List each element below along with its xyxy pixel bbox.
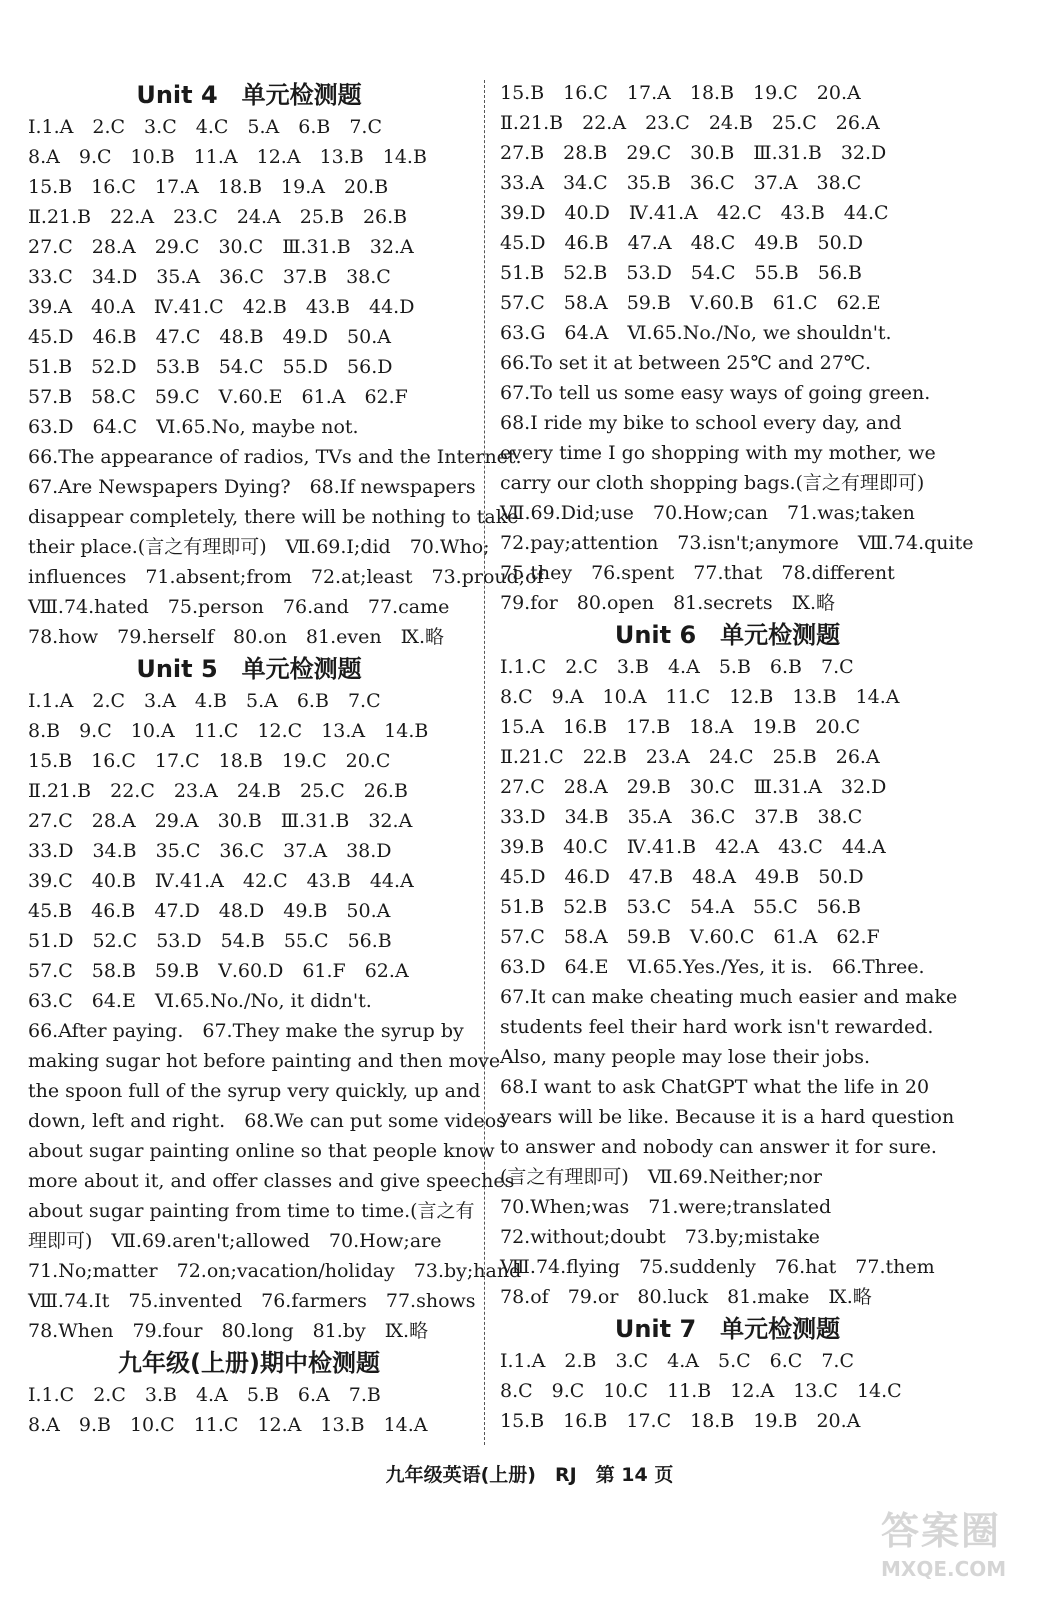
answer-line: more about it, and offer classes and give speeches: [28, 1170, 515, 1192]
answer-line: 66.The appearance of radios, TVs and the Internet.: [28, 446, 522, 468]
answer-line: 33.C 34.D 35.A 36.C 37.B 38.C: [28, 266, 391, 288]
answer-line: 15.B 16.C 17.A 18.B 19.A 20.B: [28, 176, 389, 198]
answer-line: to answer and nobody can answer it for sure.: [500, 1136, 937, 1158]
answer-line: Ⅱ.21.B 22.A 23.C 24.B 25.C 26.A: [500, 112, 880, 134]
answer-line: 33.D 34.B 35.A 36.C 37.B 38.C: [500, 806, 863, 828]
answer-line: 45.B 46.B 47.D 48.D 49.B 50.A: [28, 900, 391, 922]
answer-line: 15.B 16.B 17.C 18.B 19.B 20.A: [500, 1410, 861, 1432]
answer-line: 78.of 79.or 80.luck 81.make Ⅸ.略: [500, 1286, 872, 1308]
answer-line: influences 71.absent;from 72.at;least 73.proud;of: [28, 566, 544, 588]
section-title: Unit 7 单元检测题: [614, 1315, 841, 1343]
answer-line: carry our cloth shopping bags.(言之有理即可): [500, 472, 925, 494]
answer-line: 63.G 64.A Ⅵ.65.No./No, we shouldn't.: [500, 322, 892, 344]
answer-line: 70.When;was 71.were;translated: [500, 1196, 832, 1218]
answer-line: down, left and right. 68.We can put some videos: [28, 1110, 506, 1132]
answer-line: 72.pay;attention 73.isn't;anymore Ⅷ.74.quite: [500, 532, 974, 554]
answer-line: 68.I want to ask ChatGPT what the life in 20: [500, 1076, 930, 1098]
answer-line: Ⅷ.74.flying 75.suddenly 76.hat 77.them: [500, 1256, 935, 1278]
answer-line: 8.C 9.A 10.A 11.C 12.B 13.B 14.A: [500, 686, 900, 708]
answer-line: 51.B 52.D 53.B 54.C 55.D 56.D: [28, 356, 393, 378]
answer-line: students feel their hard work isn't rewarded.: [500, 1016, 934, 1038]
answer-line: 理即可) Ⅶ.69.aren't;allowed 70.How;are: [28, 1230, 442, 1252]
column-divider: [484, 80, 485, 1445]
answer-line: Ⅷ.74.hated 75.person 76.and 77.came: [28, 596, 450, 618]
left-column: [28, 78, 544, 1440]
watermark-text: 答案圈: [881, 1509, 1002, 1553]
answer-line: 51.D 52.C 53.D 54.B 55.C 56.B: [28, 930, 392, 952]
answer-line: 75.they 76.spent 77.that 78.different: [500, 562, 895, 584]
answer-line: their place.(言之有理即可) Ⅶ.69.I;did 70.Who;: [28, 536, 490, 558]
answer-line: about sugar painting online so that people know: [28, 1140, 495, 1162]
answer-line: Ⅰ.1.C 2.C 3.B 4.A 5.B 6.A 7.B: [28, 1384, 381, 1406]
answer-line: 8.C 9.C 10.C 11.B 12.A 13.C 14.C: [500, 1380, 902, 1402]
answer-line: 27.C 28.A 29.A 30.B Ⅲ.31.B 32.A: [28, 810, 413, 832]
answer-line: (言之有理即可) Ⅶ.69.Neither;nor: [500, 1166, 822, 1188]
answer-line: Ⅰ.1.A 2.C 3.C 4.C 5.A 6.B 7.C: [28, 116, 382, 138]
answer-line: 39.B 40.C Ⅳ.41.B 42.A 43.C 44.A: [500, 836, 886, 858]
answer-line: 33.D 34.B 35.C 36.C 37.A 38.D: [28, 840, 392, 862]
answer-line: 57.C 58.A 59.B Ⅴ.60.B 61.C 62.E: [500, 292, 881, 314]
answer-line: 39.A 40.A Ⅳ.41.C 42.B 43.B 44.D: [28, 296, 415, 318]
answer-line: 63.D 64.E Ⅵ.65.Yes./Yes, it is. 66.Three.: [500, 956, 925, 978]
answer-line: Ⅰ.1.C 2.C 3.B 4.A 5.B 6.B 7.C: [500, 656, 854, 678]
answer-line: 51.B 52.B 53.D 54.C 55.B 56.B: [500, 262, 862, 284]
answer-line: 27.C 28.A 29.B 30.C Ⅲ.31.A 32.D: [500, 776, 887, 798]
answer-line: 57.B 58.C 59.C Ⅴ.60.E 61.A 62.F: [28, 386, 408, 408]
answer-line: Ⅷ.74.It 75.invented 76.farmers 77.shows: [28, 1290, 476, 1312]
answer-line: disappear completely, there will be nothing to take: [28, 506, 519, 528]
answer-line: 71.No;matter 72.on;vacation/holiday 73.by;hand: [28, 1260, 522, 1282]
answer-line: 27.B 28.B 29.C 30.B Ⅲ.31.B 32.D: [500, 142, 887, 164]
answer-line: 57.C 58.B 59.B Ⅴ.60.D 61.F 62.A: [28, 960, 409, 982]
answer-line: Ⅱ.21.B 22.C 23.A 24.B 25.C 26.B: [28, 780, 408, 802]
answer-line: 67.To tell us some easy ways of going green.: [500, 382, 931, 404]
answer-line: 45.D 46.B 47.A 48.C 49.B 50.D: [500, 232, 863, 254]
answer-line: Ⅱ.21.B 22.A 23.C 24.A 25.B 26.B: [28, 206, 408, 228]
answer-line: 8.B 9.C 10.A 11.C 12.C 13.A 14.B: [28, 720, 429, 742]
answer-line: 8.A 9.B 10.C 11.C 12.A 13.B 14.A: [28, 1414, 428, 1436]
answer-line: Ⅰ.1.A 2.C 3.A 4.B 5.A 6.B 7.C: [28, 690, 381, 712]
answer-line: 15.A 16.B 17.B 18.A 19.B 20.C: [500, 716, 861, 738]
answer-line: 8.A 9.C 10.B 11.A 12.A 13.B 14.B: [28, 146, 427, 168]
answer-line: the spoon full of the syrup very quickly, up and: [28, 1080, 481, 1102]
section-title: 九年级(上册)期中检测题: [118, 1349, 380, 1377]
answer-line: making sugar hot before painting and then move: [28, 1050, 501, 1072]
answer-line: 67.Are Newspapers Dying? 68.If newspapers: [28, 476, 476, 498]
answer-line: 67.It can make cheating much easier and make: [500, 986, 958, 1008]
answer-line: every time I go shopping with my mother, we: [500, 442, 936, 464]
answer-line: 39.C 40.B Ⅳ.41.A 42.C 43.B 44.A: [28, 870, 414, 892]
right-column: [500, 78, 974, 1436]
answer-line: 66.To set it at between 25℃ and 27℃.: [500, 352, 872, 374]
watermark-url: MXQE.COM: [881, 1557, 1007, 1581]
answer-line: Ⅱ.21.C 22.B 23.A 24.C 25.B 26.A: [500, 746, 880, 768]
answer-line: 63.C 64.E Ⅵ.65.No./No, it didn't.: [28, 990, 372, 1012]
answer-line: years will be like. Because it is a hard question: [500, 1106, 955, 1128]
answer-line: 45.D 46.B 47.C 48.B 49.D 50.A: [28, 326, 391, 348]
page-footer: 九年级英语(上册) RJ 第 14 页: [385, 1464, 674, 1486]
answer-line: Ⅰ.1.A 2.B 3.C 4.A 5.C 6.C 7.C: [500, 1350, 854, 1372]
answer-line: 15.B 16.C 17.A 18.B 19.C 20.A: [500, 82, 861, 104]
answer-line: 66.After paying. 67.They make the syrup by: [28, 1020, 464, 1042]
answer-line: 68.I ride my bike to school every day, and: [500, 412, 902, 434]
answer-line: 78.When 79.four 80.long 81.by Ⅸ.略: [28, 1320, 429, 1342]
answer-line: 51.B 52.B 53.C 54.A 55.C 56.B: [500, 896, 861, 918]
answer-line: 79.for 80.open 81.secrets Ⅸ.略: [500, 592, 836, 614]
answer-line: 27.C 28.A 29.C 30.C Ⅲ.31.B 32.A: [28, 236, 414, 258]
watermark-logo: [881, 1500, 1031, 1580]
answer-line: about sugar painting from time to time.(言之有: [28, 1200, 475, 1222]
answer-line: 39.D 40.D Ⅳ.41.A 42.C 43.B 44.C: [500, 202, 889, 224]
answer-line: 63.D 64.C Ⅵ.65.No, maybe not.: [28, 416, 359, 438]
answer-line: Ⅶ.69.Did;use 70.How;can 71.was;taken: [500, 502, 915, 524]
section-title: Unit 6 单元检测题: [614, 621, 841, 649]
answer-line: 72.without;doubt 73.by;mistake: [500, 1226, 820, 1248]
answer-line: 33.A 34.C 35.B 36.C 37.A 38.C: [500, 172, 862, 194]
section-title: Unit 4 单元检测题: [136, 81, 362, 109]
answer-line: 78.how 79.herself 80.on 81.even Ⅸ.略: [28, 626, 444, 648]
section-title: Unit 5 单元检测题: [136, 655, 362, 683]
answer-line: 15.B 16.C 17.C 18.B 19.C 20.C: [28, 750, 391, 772]
answer-line: 45.D 46.D 47.B 48.A 49.B 50.D: [500, 866, 864, 888]
answer-line: Also, many people may lose their jobs.: [500, 1046, 871, 1068]
answer-line: 57.C 58.A 59.B Ⅴ.60.C 61.A 62.F: [500, 926, 880, 948]
